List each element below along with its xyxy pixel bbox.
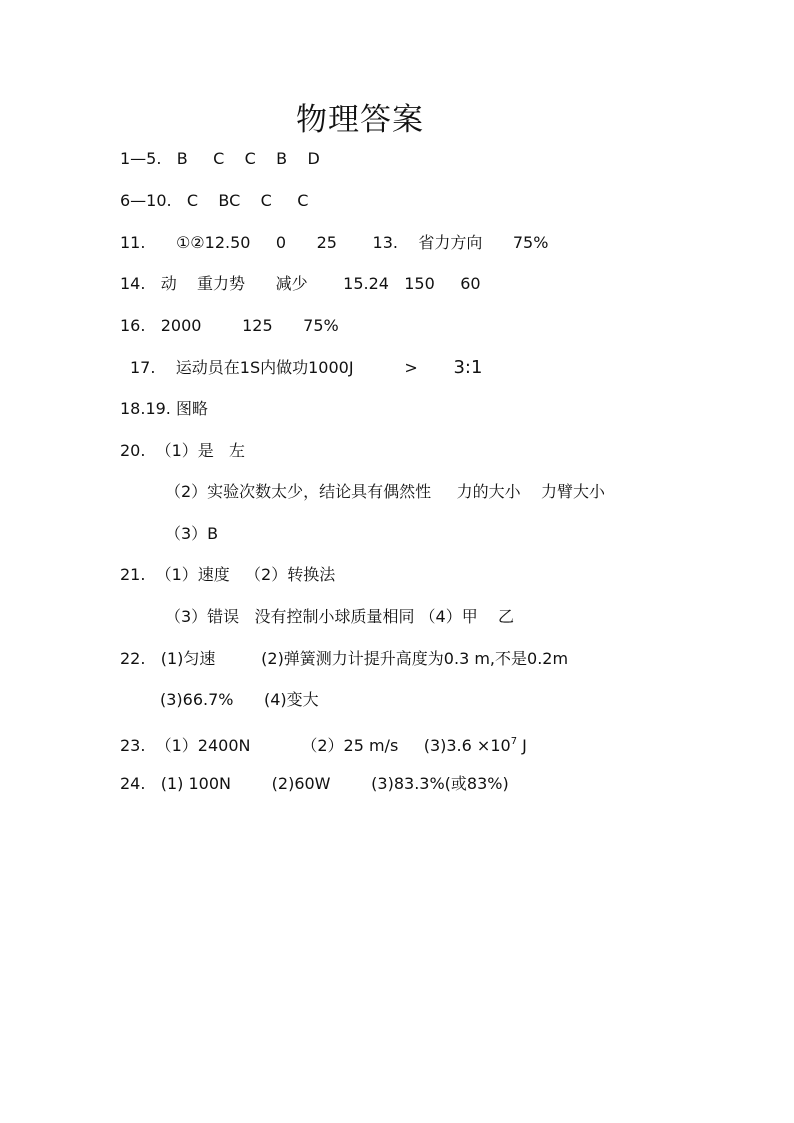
answer-line-21-1: 21. （1）速度 （2）转换法 [120,565,336,584]
answer-line-20-1: 20. （1）是 左 [120,441,246,460]
answer-line-24: 24. (1) 100N (2)60W (3)83.3%(或83%) [120,774,509,793]
answer-line-21-3: （3）错误 没有控制小球质量相同 （4）甲 乙 [165,607,515,626]
answer-line-16: 16. 2000 125 75% [120,316,339,335]
page-title-text: 物理答案 [296,102,424,138]
answer-line-17 [130,357,482,379]
answer-line-20-3: （3）B [165,524,219,543]
page-title [0,94,720,139]
answer-17-ratio: 3:1 [453,357,483,378]
answer-line-22-3: (3)66.7% (4)变大 [160,690,319,709]
answer-17-text: 17. 运动员在1S内做功1000J > [130,358,454,377]
answer-23-exponent: 7 [510,736,518,747]
answer-23-text: 23. （1）2400N （2）25 m/s (3)3.6 ×10 [120,736,511,755]
answer-line-23 [120,731,527,757]
answer-line-20-2: （2）实验次数太少，结论具有偶然性 力的大小 力臂大小 [165,482,605,501]
answer-line-6-10: 6—10. C BC C C [120,191,309,210]
answer-line-11-13: 11. ①②12.50 0 25 13. 省力方向 75% [120,233,549,252]
answer-23-unit: J [517,736,527,755]
answer-line-14-15: 14. 动 重力势 减少 15.24 150 60 [120,274,481,293]
answer-line-18-19: 18.19. 图略 [120,399,208,418]
answer-line-1-5: 1—5. B C C B D [120,149,320,168]
answer-line-22-1: 22. (1)匀速 (2)弹簧测力计提升高度为0.3 m,不是0.2m [120,649,569,668]
